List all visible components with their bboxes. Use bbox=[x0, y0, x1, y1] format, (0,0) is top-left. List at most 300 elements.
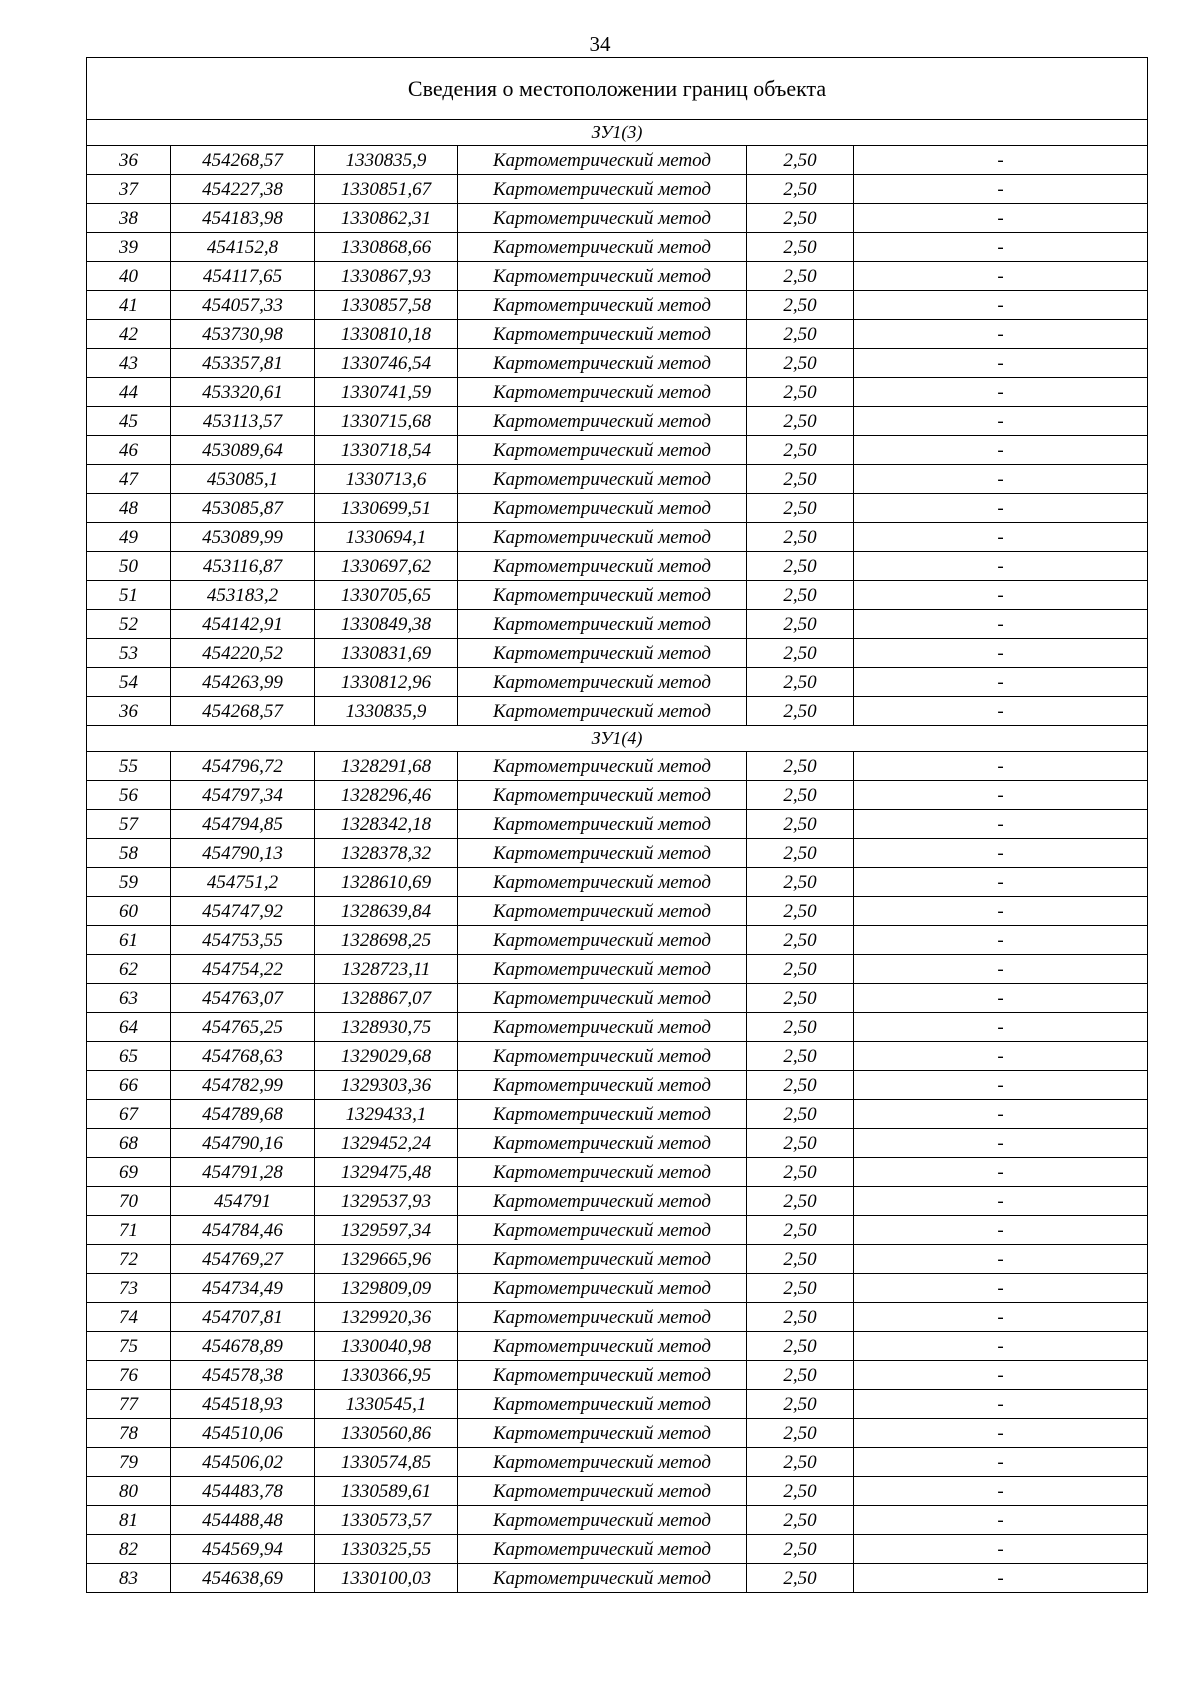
table-row bbox=[87, 494, 1148, 523]
point-number-cell: 46 bbox=[87, 436, 171, 465]
method-cell: Картометрический метод bbox=[458, 1506, 747, 1535]
accuracy-cell: 2,50 bbox=[747, 839, 854, 868]
point-number-cell: 77 bbox=[87, 1390, 171, 1419]
table-row bbox=[87, 1245, 1148, 1274]
point-number-cell: 64 bbox=[87, 1013, 171, 1042]
method-cell: Картометрический метод bbox=[458, 465, 747, 494]
method-cell: Картометрический метод bbox=[458, 610, 747, 639]
point-number-cell: 40 bbox=[87, 262, 171, 291]
y-coordinate-cell: 1330851,67 bbox=[315, 175, 458, 204]
method-cell: Картометрический метод bbox=[458, 810, 747, 839]
x-coordinate-cell: 454791 bbox=[171, 1187, 315, 1216]
table-row bbox=[87, 349, 1148, 378]
method-cell: Картометрический метод bbox=[458, 668, 747, 697]
accuracy-cell: 2,50 bbox=[747, 752, 854, 781]
x-coordinate-cell: 453320,61 bbox=[171, 378, 315, 407]
y-coordinate-cell: 1328296,46 bbox=[315, 781, 458, 810]
accuracy-cell: 2,50 bbox=[747, 810, 854, 839]
table-row bbox=[87, 1303, 1148, 1332]
accuracy-cell: 2,50 bbox=[747, 523, 854, 552]
table-row bbox=[87, 1506, 1148, 1535]
x-coordinate-cell: 454734,49 bbox=[171, 1274, 315, 1303]
method-cell: Картометрический метод bbox=[458, 291, 747, 320]
x-coordinate-cell: 454782,99 bbox=[171, 1071, 315, 1100]
point-number-cell: 61 bbox=[87, 926, 171, 955]
y-coordinate-cell: 1330715,68 bbox=[315, 407, 458, 436]
description-cell: - bbox=[854, 1187, 1148, 1216]
accuracy-cell: 2,50 bbox=[747, 465, 854, 494]
point-number-cell: 63 bbox=[87, 984, 171, 1013]
y-coordinate-cell: 1330849,38 bbox=[315, 610, 458, 639]
x-coordinate-cell: 454794,85 bbox=[171, 810, 315, 839]
section-header-row bbox=[87, 120, 1148, 146]
x-coordinate-cell: 454791,28 bbox=[171, 1158, 315, 1187]
x-coordinate-cell: 453730,98 bbox=[171, 320, 315, 349]
accuracy-cell: 2,50 bbox=[747, 955, 854, 984]
point-number-cell: 37 bbox=[87, 175, 171, 204]
description-cell: - bbox=[854, 378, 1148, 407]
point-number-cell: 36 bbox=[87, 146, 171, 175]
accuracy-cell: 2,50 bbox=[747, 1332, 854, 1361]
point-number-cell: 82 bbox=[87, 1535, 171, 1564]
accuracy-cell: 2,50 bbox=[747, 639, 854, 668]
method-cell: Картометрический метод bbox=[458, 1245, 747, 1274]
method-cell: Картометрический метод bbox=[458, 320, 747, 349]
section-name: ЗУ1(3) bbox=[87, 120, 1148, 146]
y-coordinate-cell: 1330831,69 bbox=[315, 639, 458, 668]
method-cell: Картометрический метод bbox=[458, 233, 747, 262]
accuracy-cell: 2,50 bbox=[747, 984, 854, 1013]
x-coordinate-cell: 453113,57 bbox=[171, 407, 315, 436]
point-number-cell: 59 bbox=[87, 868, 171, 897]
description-cell: - bbox=[854, 407, 1148, 436]
y-coordinate-cell: 1330835,9 bbox=[315, 697, 458, 726]
table-row bbox=[87, 697, 1148, 726]
x-coordinate-cell: 454518,93 bbox=[171, 1390, 315, 1419]
y-coordinate-cell: 1330697,62 bbox=[315, 552, 458, 581]
point-number-cell: 72 bbox=[87, 1245, 171, 1274]
x-coordinate-cell: 454789,68 bbox=[171, 1100, 315, 1129]
y-coordinate-cell: 1329433,1 bbox=[315, 1100, 458, 1129]
accuracy-cell: 2,50 bbox=[747, 1477, 854, 1506]
description-cell: - bbox=[854, 781, 1148, 810]
x-coordinate-cell: 454707,81 bbox=[171, 1303, 315, 1332]
method-cell: Картометрический метод bbox=[458, 494, 747, 523]
x-coordinate-cell: 454769,27 bbox=[171, 1245, 315, 1274]
point-number-cell: 58 bbox=[87, 839, 171, 868]
description-cell: - bbox=[854, 1303, 1148, 1332]
description-cell: - bbox=[854, 984, 1148, 1013]
point-number-cell: 56 bbox=[87, 781, 171, 810]
method-cell: Картометрический метод bbox=[458, 378, 747, 407]
x-coordinate-cell: 454797,34 bbox=[171, 781, 315, 810]
method-cell: Картометрический метод bbox=[458, 839, 747, 868]
x-coordinate-cell: 454765,25 bbox=[171, 1013, 315, 1042]
y-coordinate-cell: 1328378,32 bbox=[315, 839, 458, 868]
page-number: 34 bbox=[589, 32, 611, 56]
table-row bbox=[87, 639, 1148, 668]
description-cell: - bbox=[854, 320, 1148, 349]
description-cell: - bbox=[854, 1448, 1148, 1477]
table-row bbox=[87, 1274, 1148, 1303]
table-row bbox=[87, 320, 1148, 349]
description-cell: - bbox=[854, 810, 1148, 839]
table-row bbox=[87, 1564, 1148, 1593]
description-cell: - bbox=[854, 146, 1148, 175]
y-coordinate-cell: 1328867,07 bbox=[315, 984, 458, 1013]
table-row bbox=[87, 668, 1148, 697]
table-row bbox=[87, 868, 1148, 897]
accuracy-cell: 2,50 bbox=[747, 610, 854, 639]
accuracy-cell: 2,50 bbox=[747, 581, 854, 610]
method-cell: Картометрический метод bbox=[458, 523, 747, 552]
y-coordinate-cell: 1330573,57 bbox=[315, 1506, 458, 1535]
point-number-cell: 81 bbox=[87, 1506, 171, 1535]
accuracy-cell: 2,50 bbox=[747, 897, 854, 926]
table-row bbox=[87, 1419, 1148, 1448]
method-cell: Картометрический метод bbox=[458, 955, 747, 984]
y-coordinate-cell: 1330705,65 bbox=[315, 581, 458, 610]
description-cell: - bbox=[854, 955, 1148, 984]
point-number-cell: 42 bbox=[87, 320, 171, 349]
y-coordinate-cell: 1330560,86 bbox=[315, 1419, 458, 1448]
table-row bbox=[87, 1216, 1148, 1245]
accuracy-cell: 2,50 bbox=[747, 494, 854, 523]
description-cell: - bbox=[854, 697, 1148, 726]
y-coordinate-cell: 1330699,51 bbox=[315, 494, 458, 523]
point-number-cell: 39 bbox=[87, 233, 171, 262]
description-cell: - bbox=[854, 926, 1148, 955]
description-cell: - bbox=[854, 175, 1148, 204]
point-number-cell: 80 bbox=[87, 1477, 171, 1506]
table-row bbox=[87, 175, 1148, 204]
point-number-cell: 48 bbox=[87, 494, 171, 523]
table-row bbox=[87, 1158, 1148, 1187]
description-cell: - bbox=[854, 233, 1148, 262]
description-cell: - bbox=[854, 1564, 1148, 1593]
accuracy-cell: 2,50 bbox=[747, 175, 854, 204]
accuracy-cell: 2,50 bbox=[747, 552, 854, 581]
method-cell: Картометрический метод bbox=[458, 1274, 747, 1303]
accuracy-cell: 2,50 bbox=[747, 407, 854, 436]
x-coordinate-cell: 453085,87 bbox=[171, 494, 315, 523]
y-coordinate-cell: 1329475,48 bbox=[315, 1158, 458, 1187]
x-coordinate-cell: 453089,64 bbox=[171, 436, 315, 465]
table-row bbox=[87, 897, 1148, 926]
point-number-cell: 57 bbox=[87, 810, 171, 839]
y-coordinate-cell: 1328291,68 bbox=[315, 752, 458, 781]
table-row bbox=[87, 262, 1148, 291]
table-row bbox=[87, 610, 1148, 639]
description-cell: - bbox=[854, 610, 1148, 639]
description-cell: - bbox=[854, 1129, 1148, 1158]
table-row bbox=[87, 781, 1148, 810]
description-cell: - bbox=[854, 1361, 1148, 1390]
accuracy-cell: 2,50 bbox=[747, 1564, 854, 1593]
description-cell: - bbox=[854, 494, 1148, 523]
accuracy-cell: 2,50 bbox=[747, 1042, 854, 1071]
y-coordinate-cell: 1328342,18 bbox=[315, 810, 458, 839]
x-coordinate-cell: 454263,99 bbox=[171, 668, 315, 697]
accuracy-cell: 2,50 bbox=[747, 1303, 854, 1332]
table-row bbox=[87, 407, 1148, 436]
table-row bbox=[87, 465, 1148, 494]
table-row bbox=[87, 1477, 1148, 1506]
x-coordinate-cell: 454763,07 bbox=[171, 984, 315, 1013]
accuracy-cell: 2,50 bbox=[747, 1187, 854, 1216]
description-cell: - bbox=[854, 752, 1148, 781]
point-number-cell: 75 bbox=[87, 1332, 171, 1361]
method-cell: Картометрический метод bbox=[458, 697, 747, 726]
point-number-cell: 41 bbox=[87, 291, 171, 320]
method-cell: Картометрический метод bbox=[458, 639, 747, 668]
x-coordinate-cell: 454268,57 bbox=[171, 146, 315, 175]
description-cell: - bbox=[854, 868, 1148, 897]
description-cell: - bbox=[854, 1013, 1148, 1042]
accuracy-cell: 2,50 bbox=[747, 1158, 854, 1187]
x-coordinate-cell: 454747,92 bbox=[171, 897, 315, 926]
description-cell: - bbox=[854, 1100, 1148, 1129]
accuracy-cell: 2,50 bbox=[747, 1129, 854, 1158]
method-cell: Картометрический метод bbox=[458, 146, 747, 175]
accuracy-cell: 2,50 bbox=[747, 378, 854, 407]
method-cell: Картометрический метод bbox=[458, 868, 747, 897]
x-coordinate-cell: 454638,69 bbox=[171, 1564, 315, 1593]
description-cell: - bbox=[854, 1274, 1148, 1303]
y-coordinate-cell: 1330810,18 bbox=[315, 320, 458, 349]
description-cell: - bbox=[854, 262, 1148, 291]
y-coordinate-cell: 1330812,96 bbox=[315, 668, 458, 697]
table-row bbox=[87, 1071, 1148, 1100]
y-coordinate-cell: 1330868,66 bbox=[315, 233, 458, 262]
table-row bbox=[87, 1100, 1148, 1129]
point-number-cell: 66 bbox=[87, 1071, 171, 1100]
x-coordinate-cell: 454569,94 bbox=[171, 1535, 315, 1564]
x-coordinate-cell: 454183,98 bbox=[171, 204, 315, 233]
description-cell: - bbox=[854, 639, 1148, 668]
point-number-cell: 65 bbox=[87, 1042, 171, 1071]
table-row bbox=[87, 436, 1148, 465]
table-row bbox=[87, 1448, 1148, 1477]
x-coordinate-cell: 454678,89 bbox=[171, 1332, 315, 1361]
section-name: ЗУ1(4) bbox=[87, 726, 1148, 752]
method-cell: Картометрический метод bbox=[458, 752, 747, 781]
accuracy-cell: 2,50 bbox=[747, 233, 854, 262]
table-row bbox=[87, 1361, 1148, 1390]
table-row bbox=[87, 552, 1148, 581]
x-coordinate-cell: 454754,22 bbox=[171, 955, 315, 984]
y-coordinate-cell: 1329029,68 bbox=[315, 1042, 458, 1071]
point-number-cell: 55 bbox=[87, 752, 171, 781]
description-cell: - bbox=[854, 1042, 1148, 1071]
accuracy-cell: 2,50 bbox=[747, 262, 854, 291]
description-cell: - bbox=[854, 436, 1148, 465]
accuracy-cell: 2,50 bbox=[747, 1071, 854, 1100]
point-number-cell: 67 bbox=[87, 1100, 171, 1129]
accuracy-cell: 2,50 bbox=[747, 1245, 854, 1274]
description-cell: - bbox=[854, 465, 1148, 494]
x-coordinate-cell: 454483,78 bbox=[171, 1477, 315, 1506]
table-row bbox=[87, 146, 1148, 175]
description-cell: - bbox=[854, 668, 1148, 697]
point-number-cell: 69 bbox=[87, 1158, 171, 1187]
point-number-cell: 79 bbox=[87, 1448, 171, 1477]
y-coordinate-cell: 1328723,11 bbox=[315, 955, 458, 984]
y-coordinate-cell: 1330741,59 bbox=[315, 378, 458, 407]
table-row bbox=[87, 581, 1148, 610]
point-number-cell: 60 bbox=[87, 897, 171, 926]
description-cell: - bbox=[854, 291, 1148, 320]
accuracy-cell: 2,50 bbox=[747, 1361, 854, 1390]
description-cell: - bbox=[854, 1216, 1148, 1245]
y-coordinate-cell: 1330574,85 bbox=[315, 1448, 458, 1477]
point-number-cell: 73 bbox=[87, 1274, 171, 1303]
point-number-cell: 62 bbox=[87, 955, 171, 984]
y-coordinate-cell: 1330325,55 bbox=[315, 1535, 458, 1564]
y-coordinate-cell: 1330713,6 bbox=[315, 465, 458, 494]
method-cell: Картометрический метод bbox=[458, 1100, 747, 1129]
description-cell: - bbox=[854, 1332, 1148, 1361]
accuracy-cell: 2,50 bbox=[747, 1506, 854, 1535]
accuracy-cell: 2,50 bbox=[747, 204, 854, 233]
accuracy-cell: 2,50 bbox=[747, 1419, 854, 1448]
x-coordinate-cell: 454220,52 bbox=[171, 639, 315, 668]
point-number-cell: 44 bbox=[87, 378, 171, 407]
accuracy-cell: 2,50 bbox=[747, 1535, 854, 1564]
point-number-cell: 52 bbox=[87, 610, 171, 639]
x-coordinate-cell: 454578,38 bbox=[171, 1361, 315, 1390]
y-coordinate-cell: 1328610,69 bbox=[315, 868, 458, 897]
y-coordinate-cell: 1328930,75 bbox=[315, 1013, 458, 1042]
table-row bbox=[87, 523, 1148, 552]
table-row bbox=[87, 752, 1148, 781]
accuracy-cell: 2,50 bbox=[747, 1216, 854, 1245]
accuracy-cell: 2,50 bbox=[747, 146, 854, 175]
point-number-cell: 51 bbox=[87, 581, 171, 610]
method-cell: Картометрический метод bbox=[458, 1361, 747, 1390]
table-row bbox=[87, 1129, 1148, 1158]
y-coordinate-cell: 1329597,34 bbox=[315, 1216, 458, 1245]
method-cell: Картометрический метод bbox=[458, 1216, 747, 1245]
y-coordinate-cell: 1330545,1 bbox=[315, 1390, 458, 1419]
table-row bbox=[87, 1535, 1148, 1564]
table-row bbox=[87, 291, 1148, 320]
table-row bbox=[87, 204, 1148, 233]
x-coordinate-cell: 453085,1 bbox=[171, 465, 315, 494]
table-row bbox=[87, 926, 1148, 955]
x-coordinate-cell: 454768,63 bbox=[171, 1042, 315, 1071]
method-cell: Картометрический метод bbox=[458, 1187, 747, 1216]
point-number-cell: 76 bbox=[87, 1361, 171, 1390]
method-cell: Картометрический метод bbox=[458, 1013, 747, 1042]
table-row bbox=[87, 984, 1148, 1013]
method-cell: Картометрический метод bbox=[458, 1332, 747, 1361]
x-coordinate-cell: 454488,48 bbox=[171, 1506, 315, 1535]
description-cell: - bbox=[854, 1071, 1148, 1100]
y-coordinate-cell: 1330718,54 bbox=[315, 436, 458, 465]
description-cell: - bbox=[854, 1506, 1148, 1535]
method-cell: Картометрический метод bbox=[458, 897, 747, 926]
x-coordinate-cell: 454790,13 bbox=[171, 839, 315, 868]
y-coordinate-cell: 1330857,58 bbox=[315, 291, 458, 320]
table-row bbox=[87, 955, 1148, 984]
method-cell: Картометрический метод bbox=[458, 926, 747, 955]
accuracy-cell: 2,50 bbox=[747, 1274, 854, 1303]
method-cell: Картометрический метод bbox=[458, 1129, 747, 1158]
description-cell: - bbox=[854, 552, 1148, 581]
y-coordinate-cell: 1329665,96 bbox=[315, 1245, 458, 1274]
description-cell: - bbox=[854, 839, 1148, 868]
x-coordinate-cell: 454227,38 bbox=[171, 175, 315, 204]
table-title-row bbox=[87, 58, 1148, 120]
accuracy-cell: 2,50 bbox=[747, 436, 854, 465]
y-coordinate-cell: 1328698,25 bbox=[315, 926, 458, 955]
x-coordinate-cell: 453116,87 bbox=[171, 552, 315, 581]
boundary-coordinates-table bbox=[86, 57, 1148, 1593]
x-coordinate-cell: 454751,2 bbox=[171, 868, 315, 897]
description-cell: - bbox=[854, 523, 1148, 552]
table-row bbox=[87, 1042, 1148, 1071]
table-row bbox=[87, 378, 1148, 407]
table-row bbox=[87, 810, 1148, 839]
method-cell: Картометрический метод bbox=[458, 1477, 747, 1506]
x-coordinate-cell: 454753,55 bbox=[171, 926, 315, 955]
y-coordinate-cell: 1330694,1 bbox=[315, 523, 458, 552]
y-coordinate-cell: 1330862,31 bbox=[315, 204, 458, 233]
method-cell: Картометрический метод bbox=[458, 262, 747, 291]
table-row bbox=[87, 1332, 1148, 1361]
y-coordinate-cell: 1330835,9 bbox=[315, 146, 458, 175]
method-cell: Картометрический метод bbox=[458, 436, 747, 465]
method-cell: Картометрический метод bbox=[458, 349, 747, 378]
point-number-cell: 36 bbox=[87, 697, 171, 726]
description-cell: - bbox=[854, 1245, 1148, 1274]
method-cell: Картометрический метод bbox=[458, 984, 747, 1013]
table-row bbox=[87, 1013, 1148, 1042]
accuracy-cell: 2,50 bbox=[747, 1100, 854, 1129]
x-coordinate-cell: 454117,65 bbox=[171, 262, 315, 291]
method-cell: Картометрический метод bbox=[458, 1564, 747, 1593]
method-cell: Картометрический метод bbox=[458, 407, 747, 436]
y-coordinate-cell: 1330040,98 bbox=[315, 1332, 458, 1361]
y-coordinate-cell: 1328639,84 bbox=[315, 897, 458, 926]
x-coordinate-cell: 454142,91 bbox=[171, 610, 315, 639]
point-number-cell: 70 bbox=[87, 1187, 171, 1216]
point-number-cell: 49 bbox=[87, 523, 171, 552]
method-cell: Картометрический метод bbox=[458, 1303, 747, 1332]
method-cell: Картометрический метод bbox=[458, 781, 747, 810]
x-coordinate-cell: 454506,02 bbox=[171, 1448, 315, 1477]
x-coordinate-cell: 454796,72 bbox=[171, 752, 315, 781]
accuracy-cell: 2,50 bbox=[747, 668, 854, 697]
point-number-cell: 47 bbox=[87, 465, 171, 494]
x-coordinate-cell: 454152,8 bbox=[171, 233, 315, 262]
x-coordinate-cell: 454510,06 bbox=[171, 1419, 315, 1448]
method-cell: Картометрический метод bbox=[458, 1042, 747, 1071]
method-cell: Картометрический метод bbox=[458, 552, 747, 581]
accuracy-cell: 2,50 bbox=[747, 1390, 854, 1419]
x-coordinate-cell: 453183,2 bbox=[171, 581, 315, 610]
y-coordinate-cell: 1329809,09 bbox=[315, 1274, 458, 1303]
point-number-cell: 43 bbox=[87, 349, 171, 378]
y-coordinate-cell: 1330746,54 bbox=[315, 349, 458, 378]
x-coordinate-cell: 454057,33 bbox=[171, 291, 315, 320]
point-number-cell: 53 bbox=[87, 639, 171, 668]
method-cell: Картометрический метод bbox=[458, 1071, 747, 1100]
accuracy-cell: 2,50 bbox=[747, 697, 854, 726]
description-cell: - bbox=[854, 897, 1148, 926]
table-title: Сведения о местоположении границ объекта bbox=[87, 58, 1148, 120]
